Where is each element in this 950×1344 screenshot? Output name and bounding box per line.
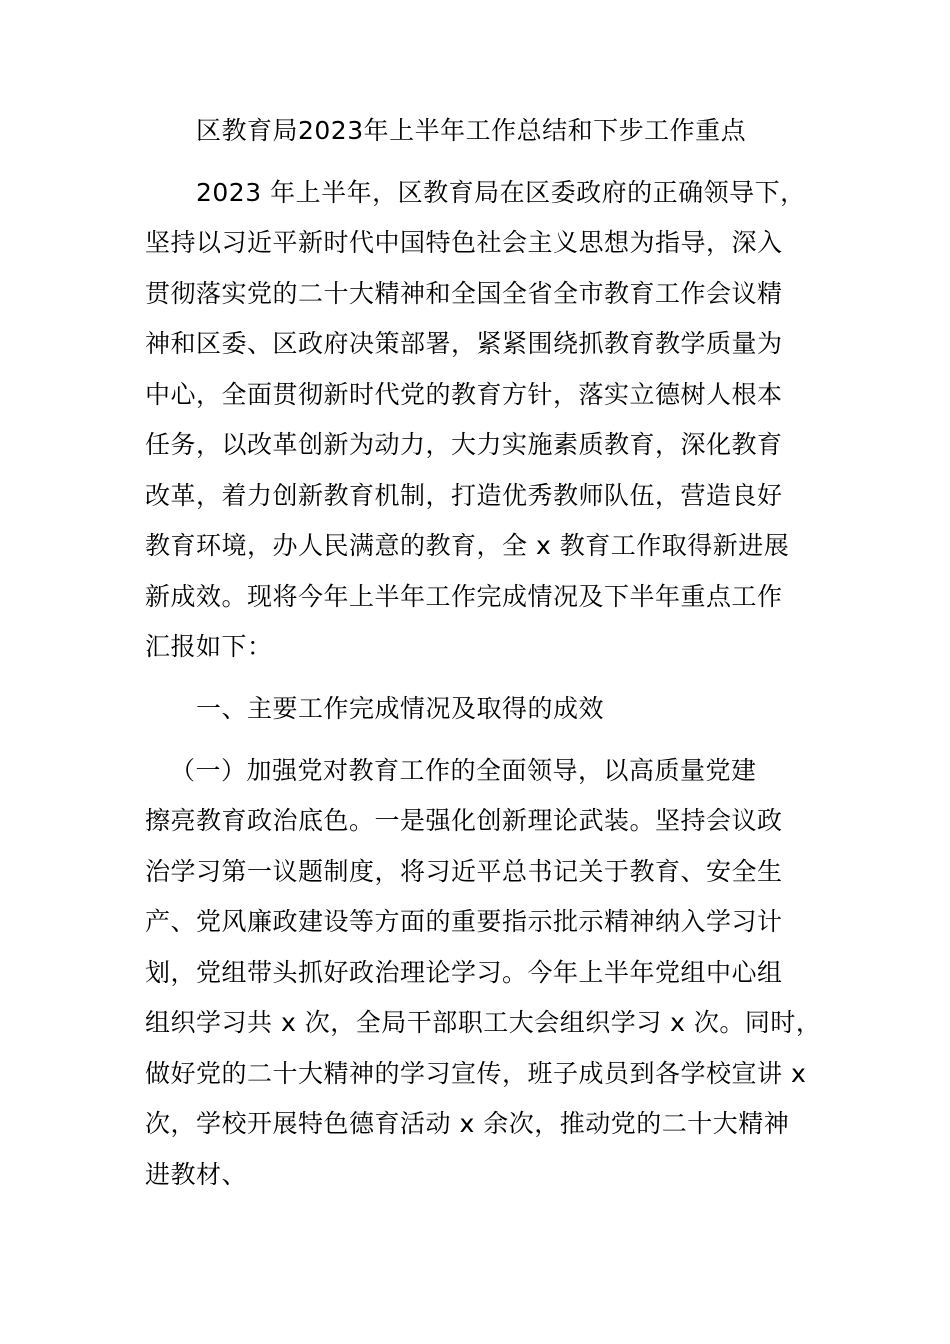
paragraph-line: 次，学校开展特色德育活动 x 余次，推动党的二十大精神 xyxy=(145,1109,790,1138)
paragraph-line: 改革，着力创新教育机制，打造优秀教师队伍，营造良好 xyxy=(145,481,783,510)
paragraph-line: 2023 年上半年，区教育局在区委政府的正确领导下， xyxy=(196,178,806,207)
paragraph-line: 任务，以改革创新为动力，大力实施素质教育，深化教育 xyxy=(145,430,783,459)
paragraph-line: 中心，全面贯彻新时代党的教育方针，落实立德树人根本 xyxy=(145,380,783,409)
paragraph-line: 进教材、 xyxy=(145,1160,248,1189)
paragraph-line: 组织学习共 x 次，全局干部职工大会组织学习 x 次。同时， xyxy=(145,1008,822,1037)
paragraph-line: 神和区委、区政府决策部署，紧紧围绕抓教育教学质量为 xyxy=(145,329,783,358)
paragraph-line: 汇报如下： xyxy=(145,632,273,661)
paragraph-line: 做好党的二十大精神的学习宣传，班子成员到各学校宣讲 x xyxy=(145,1059,807,1088)
section-heading: 一、主要工作完成情况及取得的成效 xyxy=(196,694,605,723)
paragraph-line: 新成效。现将今年上半年工作完成情况及下半年重点工作 xyxy=(145,582,783,611)
paragraph-line: 擦亮教育政治底色。一是强化创新理论武装。坚持会议政 xyxy=(145,806,783,835)
paragraph-line: 贯彻落实党的二十大精神和全国全省全市教育工作会议精 xyxy=(145,279,783,308)
document-title: 区教育局2023年上半年工作总结和下步工作重点 xyxy=(196,116,747,145)
paragraph-line: 教育环境，办人民满意的教育，全 x 教育工作取得新进展 xyxy=(145,531,790,560)
paragraph-line: 坚持以习近平新时代中国特色社会主义思想为指导，深入 xyxy=(145,228,783,257)
paragraph-line: （一）加强党对教育工作的全面领导，以高质量党建 xyxy=(170,756,757,785)
paragraph-line: 划，党组带头抓好政治理论学习。今年上半年党组中心组 xyxy=(145,958,783,987)
paragraph-line: 产、党风廉政建设等方面的重要指示批示精神纳入学习计 xyxy=(145,907,783,936)
paragraph-line: 治学习第一议题制度，将习近平总书记关于教育、安全生 xyxy=(145,857,783,886)
